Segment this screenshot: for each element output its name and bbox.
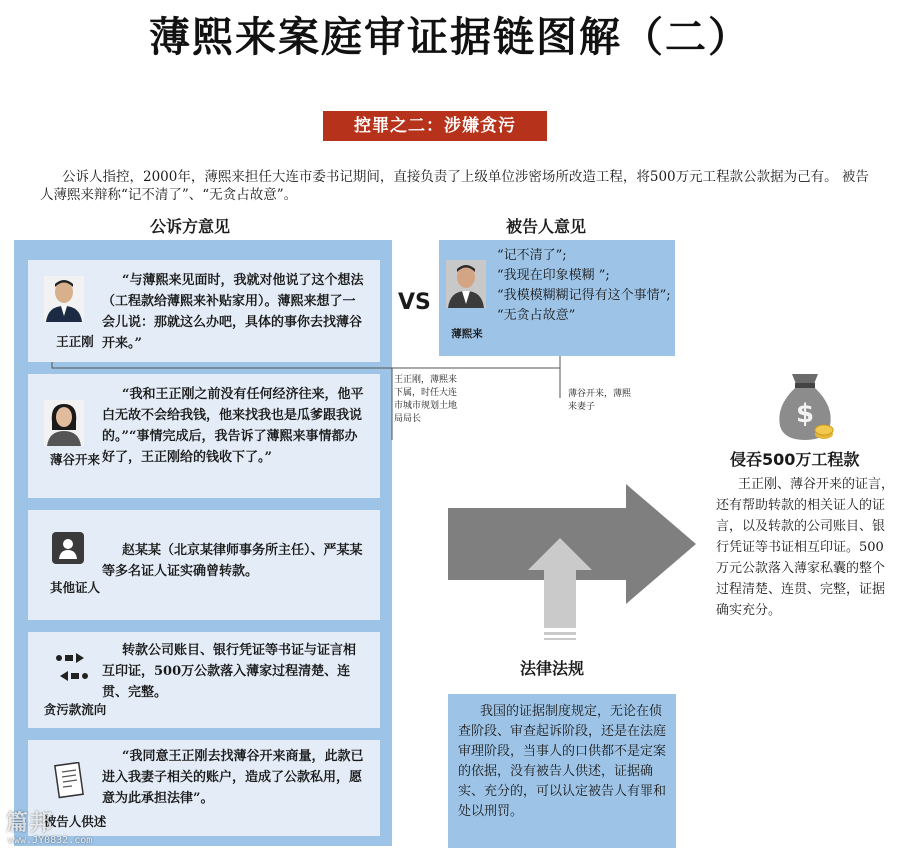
charge-banner: 控罪之二：涉嫌贪污 bbox=[323, 111, 547, 141]
witness-statement: “我同意王正刚去找薄谷开来商量，此款已进入我妻子相关的账户，造成了公款私用，愿意为此承担法律”。 bbox=[102, 749, 364, 806]
prosecution-heading: 公诉方意见 bbox=[150, 217, 231, 236]
defense-heading: 被告人意见 bbox=[506, 217, 587, 236]
witness-statement: 赵某某（北京某律师事务所主任）、严某某等多名证人证实确曾转款。 bbox=[102, 543, 363, 579]
money-bag-icon bbox=[774, 372, 836, 444]
watermark-brand: 篇邦 bbox=[6, 811, 55, 836]
note-gu: 薄谷开来，薄熙来妻子 bbox=[568, 389, 632, 412]
law-heading: 法律法规 bbox=[520, 659, 585, 678]
witness-statement: “与薄熙来见面时，我就对他说了这个想法（工程款给薄熙来补贴家用）。薄熙来想了一会儿说：那就这么办吧，具体的事你去找薄谷开来。” bbox=[102, 273, 364, 351]
law-text: 我国的证据制度规定，无论在侦查阶段、审查起诉阶段，还是在法庭审理阶段，当事人的口供都不是定案的依据，没有被告人供述，证据确实、充分的，可以认定被告人有罪和处以刑罚。 bbox=[458, 704, 667, 819]
intro-text: 公诉人指控，2000年，薄熙来担任大连市委书记期间，直接负责了上级单位涉密场所改造工程，将500万元工程款公款据为己有。 被告人薄熙来辩称“记不清了”、“无贪占故意”。 bbox=[40, 169, 869, 203]
defense-line: “我现在印象模糊 ”; bbox=[497, 268, 610, 283]
watermark-url: www.JY0832.com bbox=[8, 835, 93, 846]
result-text: 王正刚、薄谷开来的证言，还有帮助转款的相关证人的证言，以及转款的公司账目、银行凭证等书证相互印证。500万元公款落入薄家私囊的整个过程清楚、连贯、完整，证据确实充分。 bbox=[716, 477, 895, 618]
defense-line: “记不清了”; bbox=[497, 248, 567, 263]
witness-name: 贪污款流向 bbox=[43, 702, 107, 717]
witness-statement: 转款公司账目、银行凭证等书证与证言相互印证，500万公款落入薄家过程清楚、连贯、完整。 bbox=[102, 643, 357, 700]
page-title: 薄熙来案庭审证据链图解（二） bbox=[149, 13, 751, 61]
witness-name: 薄谷开来 bbox=[49, 452, 100, 467]
witness-name: 被告人供述 bbox=[43, 814, 107, 829]
law-panel bbox=[448, 694, 676, 848]
svg-text:$: $ bbox=[795, 399, 815, 429]
vs-label: VS bbox=[398, 290, 431, 315]
note-wang: 王正刚，薄熙来下属，时任大连市城市规划土地局局长 bbox=[394, 375, 458, 424]
result-heading: 侵吞500万工程款 bbox=[730, 450, 860, 469]
witness-name: 其他证人 bbox=[49, 580, 100, 595]
defense-line: “无贪占故意” bbox=[497, 308, 576, 323]
witness-name: 王正刚 bbox=[56, 334, 94, 349]
defendant-name: 薄熙来 bbox=[451, 328, 483, 340]
flow-arrows bbox=[440, 480, 702, 646]
witness-statement: “我和王正刚之前没有任何经济往来，他平白无故不会给我钱，他来找我也是瓜爹跟我说的。”“事情完成后，我告诉了薄熙来事情都办好了，王正刚给的钱收下了。” bbox=[102, 387, 364, 465]
defense-line: “我模模糊糊记得有这个事情”; bbox=[497, 288, 671, 303]
connector-wang bbox=[52, 356, 560, 368]
